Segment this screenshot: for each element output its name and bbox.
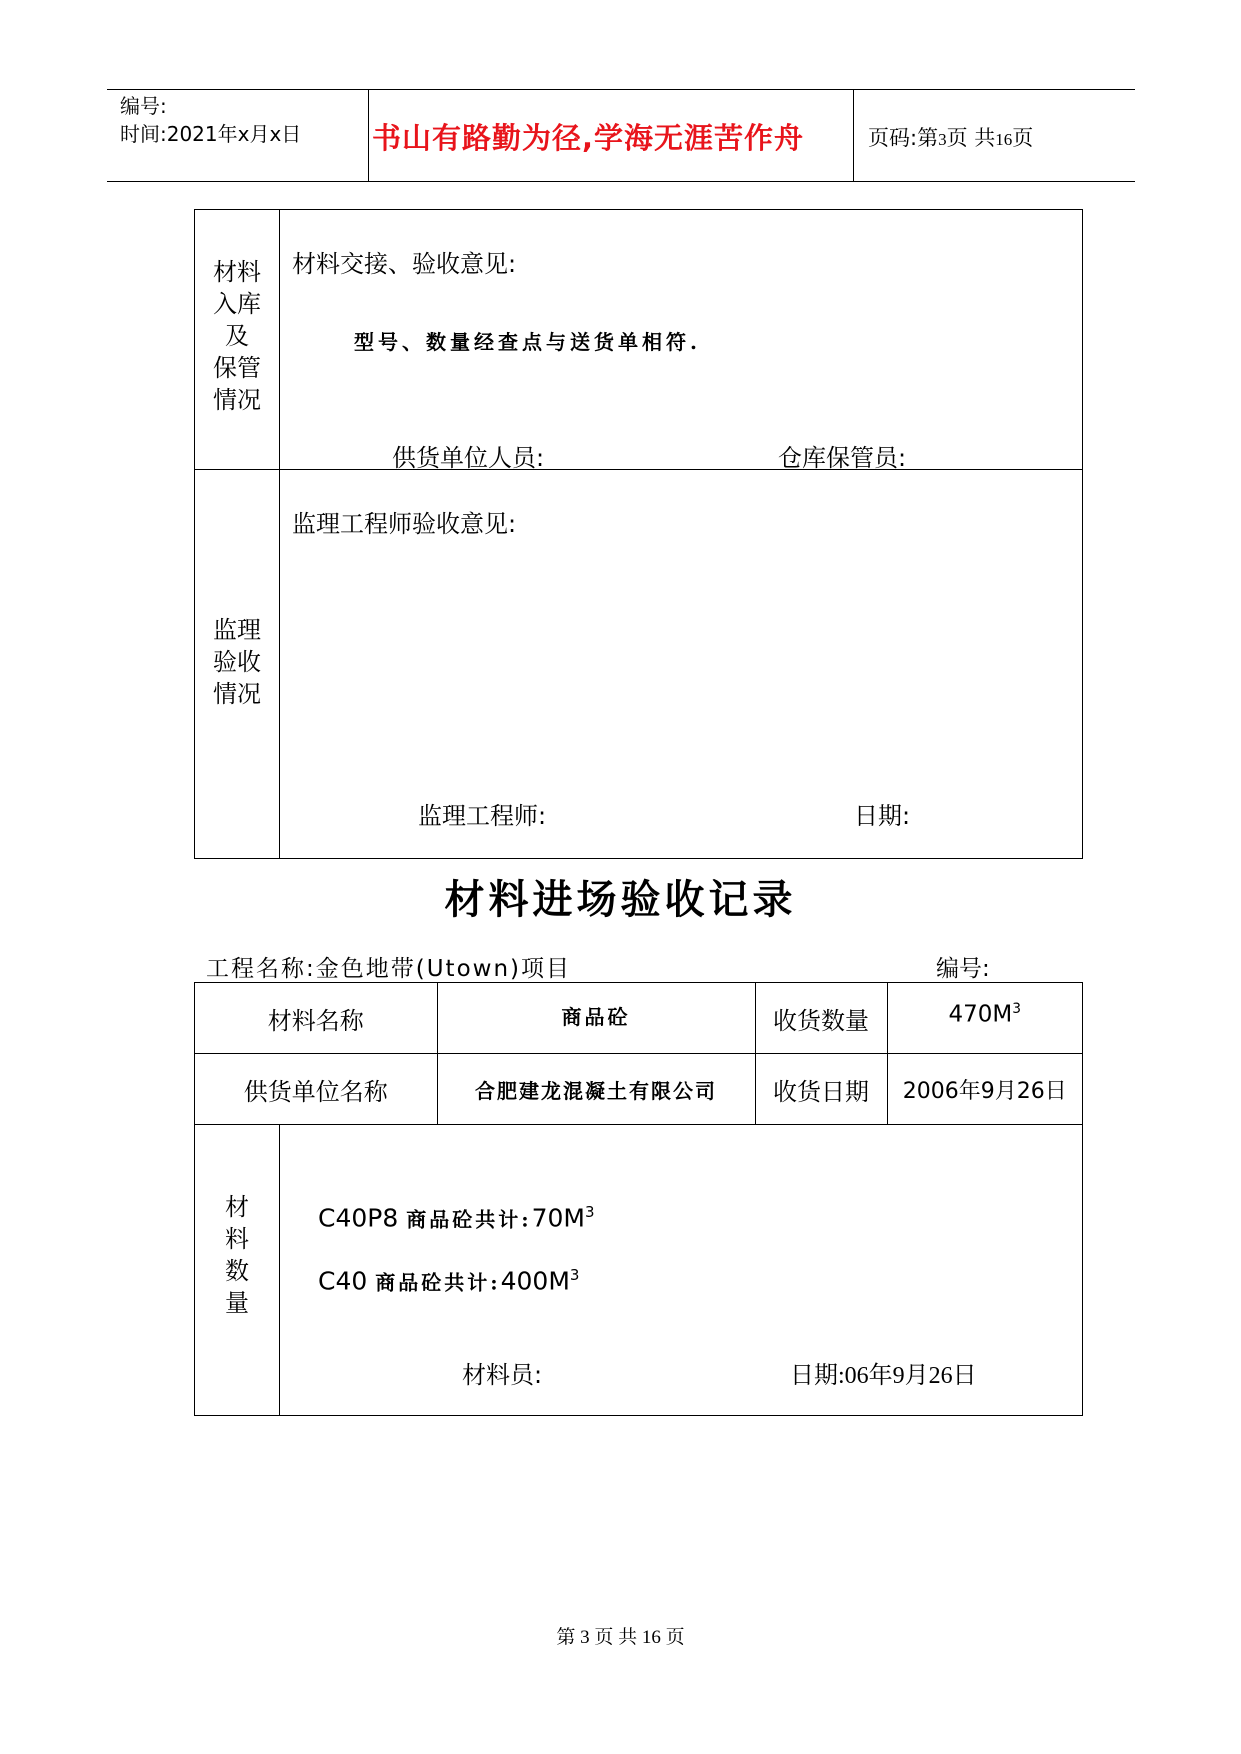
supervision-content-cell [280, 470, 1083, 859]
qty-line-2-code: C40 [318, 1266, 368, 1296]
side-line: 数 [225, 1257, 249, 1285]
qty-line-1 [318, 1203, 595, 1232]
material-name-label: 材料名称 [267, 1006, 364, 1035]
qty-content-cell [280, 1125, 1083, 1416]
received-date-value-cell [887, 1054, 1082, 1125]
supervisor-opinion-label: 监理工程师验收意见: [292, 510, 517, 538]
page-code-prefix: 页码:第 [868, 126, 939, 150]
received-qty-label-cell [755, 983, 887, 1054]
qty-line-2-sup: 3 [569, 1266, 580, 1284]
clerk-date: 日期:06年9月26日 [790, 1363, 977, 1389]
handover-opinion-text: 型号、数量经查点与送货单相符. [354, 330, 701, 354]
project-name-text: 工程名称:金色地带(Utown)项目 [206, 956, 572, 982]
side-line: 验收 [213, 648, 261, 676]
header-bottom-rule [107, 181, 1135, 182]
received-qty-number: 470M [948, 1001, 1013, 1028]
header-number-label: 编号: [120, 94, 167, 118]
supervision-side-cell [195, 470, 280, 859]
qty-line-1-text: 商品砼共计: [406, 1207, 532, 1232]
side-line: 监理 [213, 616, 261, 644]
side-line: 保管 [213, 354, 261, 382]
supplier-staff-label: 供货单位人员: [392, 444, 545, 472]
qty-line-2-value: 400M [500, 1266, 570, 1296]
side-line: 入库 [213, 290, 261, 318]
page-code-mid: 页 共 [946, 126, 996, 150]
supplier-label-cell [195, 1054, 438, 1125]
received-qty-label: 收货数量 [773, 1006, 870, 1035]
received-date-label-cell [755, 1054, 887, 1125]
side-line: 情况 [213, 386, 261, 414]
supplier-value-cell [437, 1054, 755, 1125]
material-name-label-cell [195, 983, 438, 1054]
supplier-value: 合肥建龙混凝土有限公司 [475, 1078, 718, 1103]
side-line: 料 [225, 1225, 249, 1253]
storage-side-cell [195, 210, 280, 470]
supervision-side-label [195, 470, 279, 710]
side-line: 量 [225, 1289, 249, 1317]
storage-side-label [195, 210, 279, 416]
storage-inspection-table [194, 209, 1083, 859]
side-line: 材料 [213, 258, 261, 286]
qty-line-1-value: 70M [531, 1203, 585, 1233]
page-code-suffix: 页 [1012, 126, 1034, 150]
material-name-value-cell [437, 983, 755, 1054]
side-line: 材 [225, 1193, 249, 1221]
header-time-label: 时间:2021年x月x日 [120, 122, 302, 146]
warehouse-keeper-label: 仓库保管员: [778, 444, 907, 472]
header-top-rule [107, 89, 1135, 90]
side-line: 及 [225, 322, 249, 350]
received-qty-value [888, 983, 1082, 1028]
record-title: 材料进场验收记录 [444, 877, 797, 923]
project-name [206, 950, 571, 983]
qty-line-1-sup: 3 [584, 1203, 595, 1221]
qty-line-2 [318, 1266, 579, 1295]
supplier-label: 供货单位名称 [243, 1077, 388, 1106]
material-record-table [194, 982, 1083, 1416]
handover-opinion-label: 材料交接、验收意见: [292, 250, 517, 278]
page-footer: 第 3 页 共 16 页 [556, 1627, 685, 1648]
header-meta [120, 92, 301, 148]
header-divider-left [368, 89, 369, 181]
page-code-total: 16 [995, 130, 1013, 149]
clerk-label: 材料员: [462, 1361, 543, 1389]
header-divider-right [853, 89, 854, 181]
supervisor-date-label: 日期: [854, 802, 911, 830]
qty-line-2-text: 商品砼共计: [375, 1270, 501, 1295]
storage-content-cell [280, 210, 1083, 470]
received-qty-value-cell [887, 983, 1082, 1054]
supervisor-label: 监理工程师: [418, 802, 547, 830]
header-page-code [868, 122, 1033, 152]
qty-side-cell [195, 1125, 280, 1416]
page-code-current: 3 [938, 130, 947, 149]
side-line: 情况 [213, 680, 261, 708]
received-date-value: 2006年9月26日 [902, 1078, 1067, 1104]
record-number-label: 编号: [936, 956, 990, 982]
header-motto: 书山有路勤为径,学海无涯苦作舟 [372, 121, 805, 155]
qty-side-label [195, 1125, 279, 1319]
material-name-value: 商品砼 [561, 1005, 631, 1029]
received-date-label: 收货日期 [773, 1077, 870, 1106]
qty-line-1-code: C40P8 [318, 1203, 399, 1233]
received-qty-sup: 3 [1012, 1001, 1022, 1017]
